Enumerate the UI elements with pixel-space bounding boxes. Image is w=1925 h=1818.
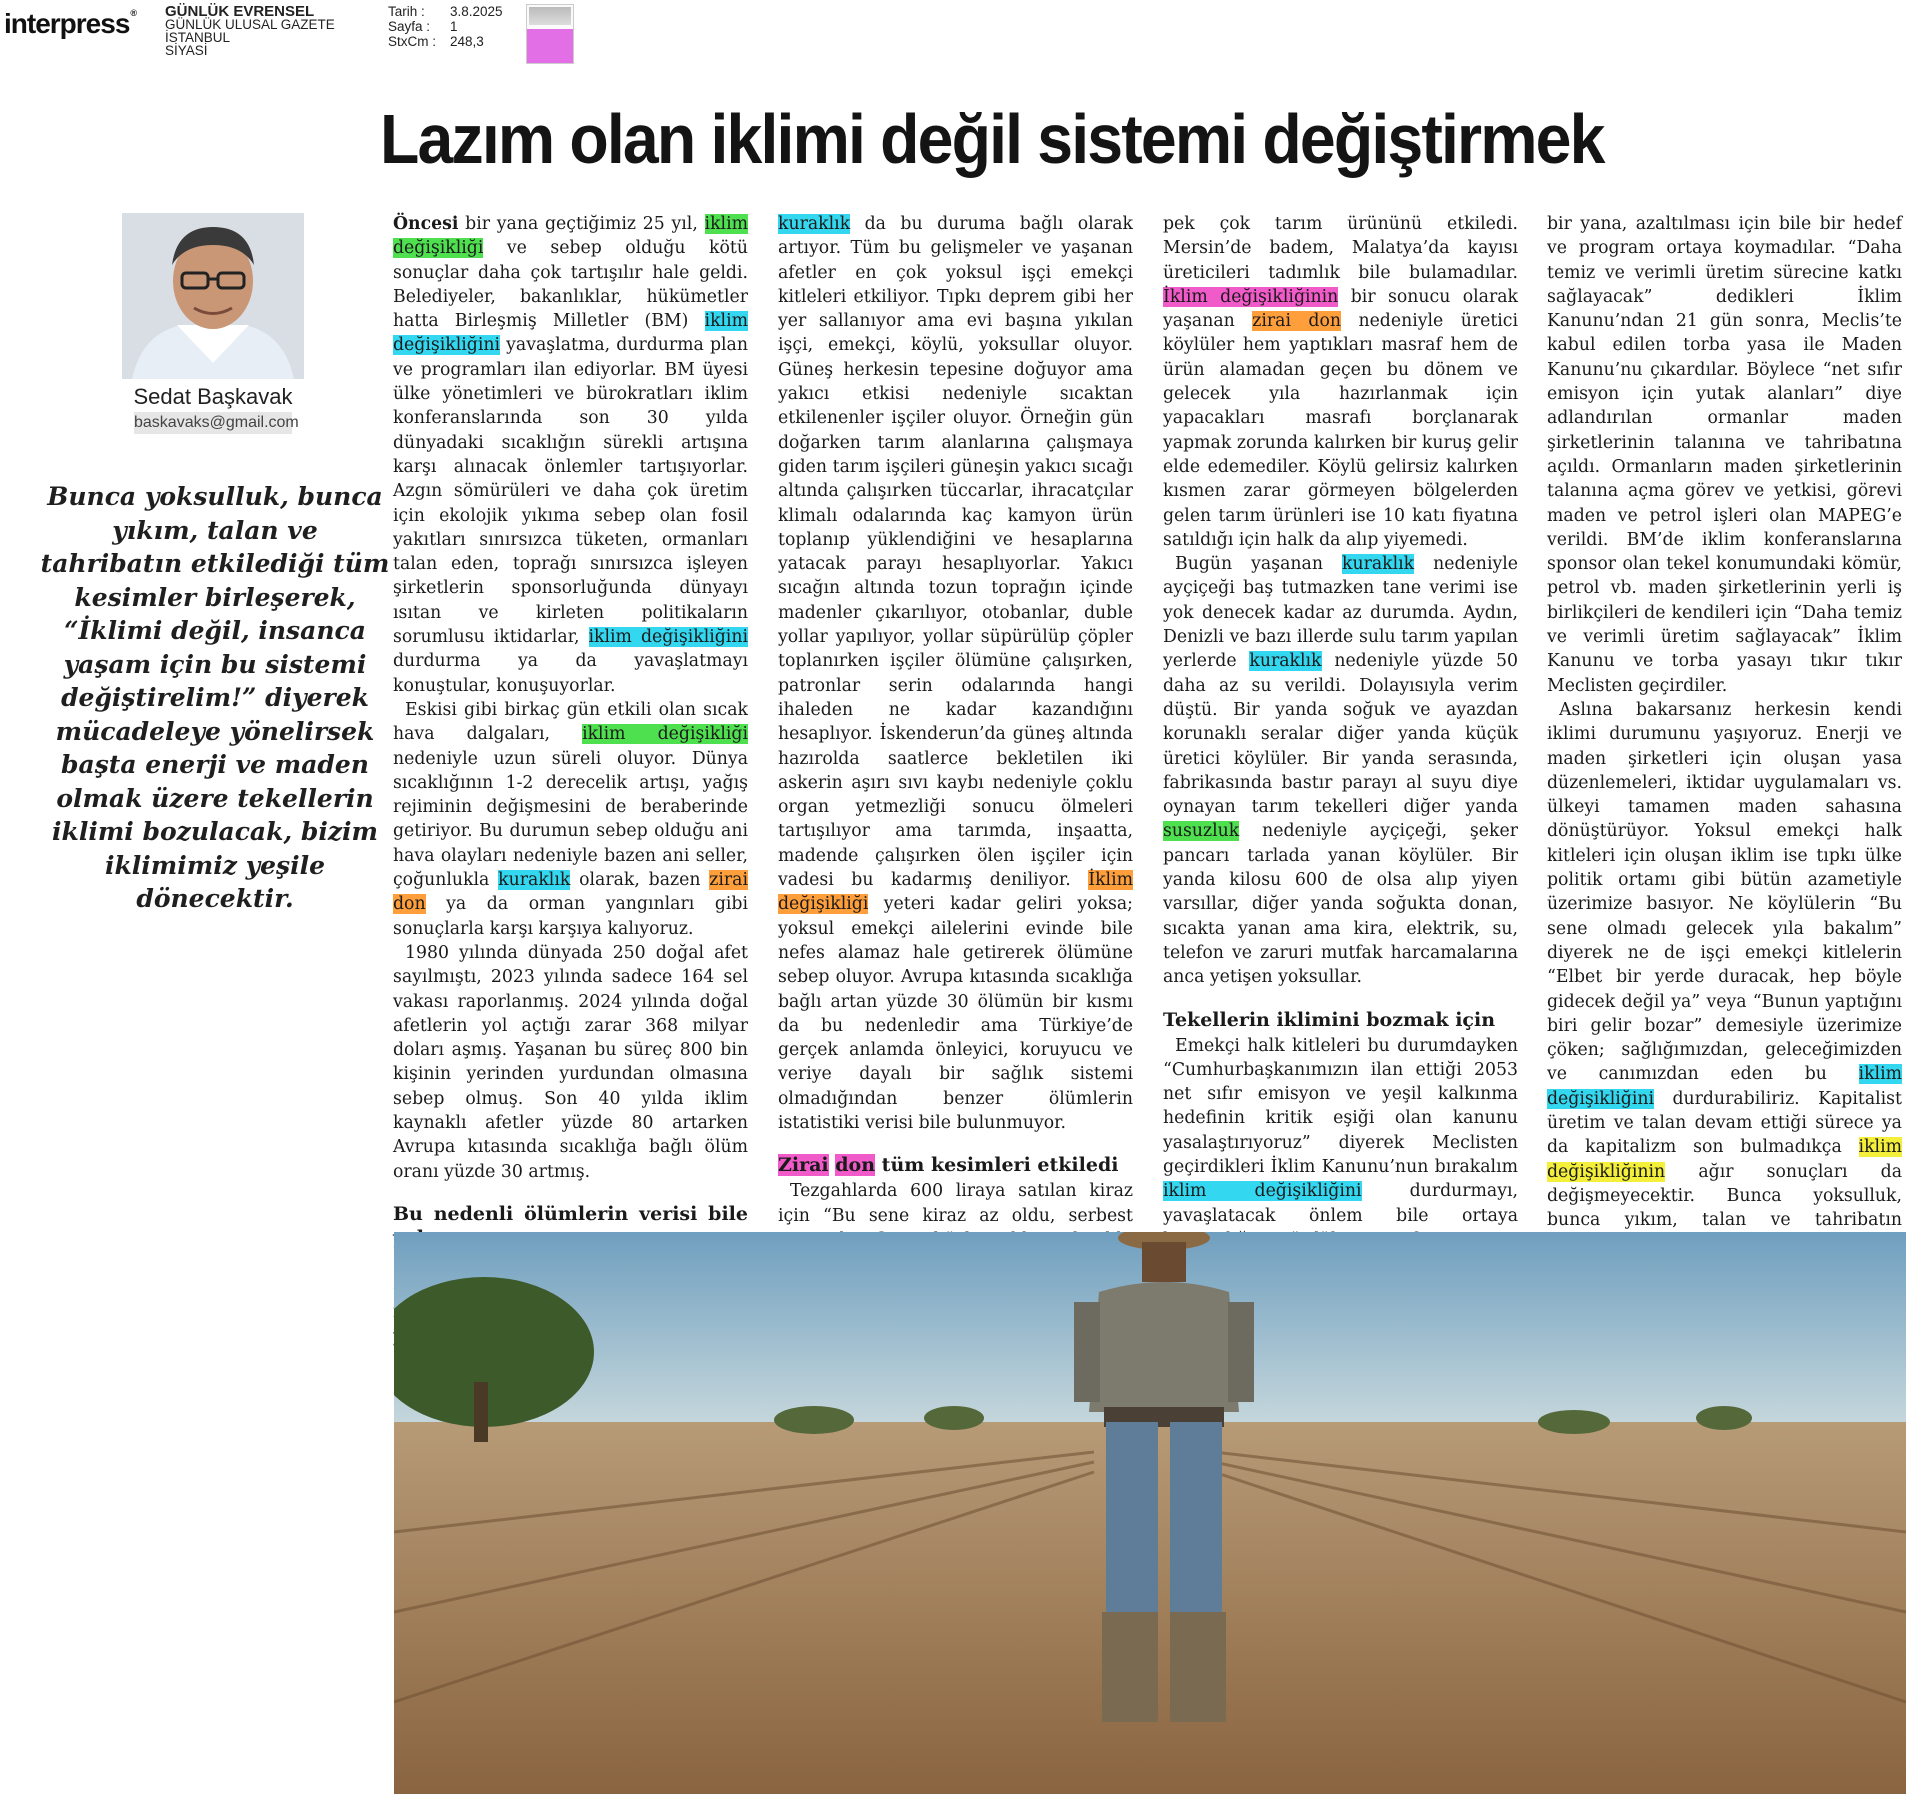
subheading: Tekellerin iklimini bozmak için	[1163, 1008, 1496, 1031]
article-column-1	[393, 212, 748, 1349]
text-run: durdurma ya da yavaşlatmayı konuştular, konuşuyorlar.	[393, 651, 748, 696]
paragraph	[1163, 212, 1518, 552]
text-run: nedeniyle uzun süreli oluyor. Dünya sıcaklığının 1-2 derecelik artışı, yağış rejiminin değişmesini de beraberinde getiriyor. Bu durumun sebep olduğu ani hava olayları nedeniyle bazen ani seller, çoğunlukla	[393, 748, 748, 891]
text-run: bir sonucu olarak yaşanan	[1163, 286, 1518, 332]
text-run: durdurmayı, yavaşlatacak önlem bile ortaya	[1163, 1181, 1519, 1226]
author-name: Sedat Başkavak	[133, 384, 293, 409]
text-run: 1980 yılında dünyada 250 doğal afet sayılmıştı, 2023 yılında sadece 164 sel vakası raporlanmış. 2024 yılında doğal afetlerin yol açtığı zarar 368 milyar doları aşmış. Yaşanan bu süreç 800 bin kişinin yerinden yurdundan olmasına sebep olmuş. Son 40 yılda iklim kaynaklı afetler yüzde 80 artarken Avrupa kıtasında sıcaklığa bağlı ölüm oranı yüzde 30 artmış.	[393, 942, 748, 1182]
subheading: Zirai don tüm kesimleri etkiledi	[778, 1154, 1119, 1177]
text-run: Eskisi gibi birkaç gün etkili olan sıcak hava dalgaları,	[393, 699, 748, 745]
interpress-logo: interpress®	[4, 8, 137, 39]
text-run: Bugün yaşanan	[1175, 554, 1342, 575]
text-run: Emekçi halk kitleleri bu durumdayken “Cumhurbaşkanımızın ilan ettiği 2053 net sıfır emisyon ve yeşil kalkınma hedefinin kritik eşiği olan kanunu yasalaştırıyoruz” diyerek Meclisten geçirdikleri İklim Kanunu’nun bırakalım	[1163, 1035, 1518, 1177]
text-run: Öncesi	[393, 214, 459, 234]
text-run: yavaşlatma, durdurma plan ve programları ilan ediyorlar. BM üyesi ülke yönetimleri ve bürokratları iklim konferanslarında son 30 yılda dünyadaki sıcaklığın sürekli artışına karşı alınacak önlemler tartışıyorlar. Azgın sömürüleri ve daha çok üretim için ekolojik yıkıma sebep olan fosil yakıtları sınırsızca tüketen, ormanları talan eden, toprağı sınırsızca işleyen şirketlerin sponsorluğunda dünyayı ısıtan ve kirleten politikaların sorumlusu iktidarlar,	[393, 335, 748, 648]
paragraph	[393, 941, 748, 1184]
highlighted-term: zirai don	[393, 870, 748, 915]
highlighted-term: İklim değişikliği	[778, 870, 1133, 915]
text-run: nedeniyle yüzde 50 daha az su verildi. Dolayısıyla verim düştü. Bir yanda soğuk ve ayazdan korunaklı seralar diğer yanda küçük üretici köylüler. Bir yanda serasında, fabrikasında bastır parayı al suyu diye oynayan tarım tekelleri diğer yanda	[1163, 651, 1518, 818]
text-run: nedeniyle ayçiçeği, şeker pancarı tarlada yanan köylüler. Bir yanda kilosu 600 de olsa alıp yiyen varsıllar, diğer yanda soğukta donan, sıcakta yanan ama kira, elektrik, su, telefon ve zaruri mutfak harcamalarına anca yetişen yoksullar.	[1163, 821, 1518, 988]
article-column-2	[778, 212, 1133, 1349]
text-run: da bu duruma bağlı olarak artıyor. Tüm bu gelişmeler ve yaşanan afetler en çok yoksul işçi emekçi kitleleri etkiliyor. Tıpkı deprem gibi her yer sallanıyor ama evi başına yıkılan işçi, emekçi, köylü, yoksullar oluyor. Güneş herkesin tepesine doğuyor ama yakıcı etkisi nedeniyle sıcaktan etkilenenler işçiler oluyor. Örneğin gün doğarken tarım alanlarına çalışmaya giden tarım işçileri güneşin yakıcı sıcağı altında çalışırken tüccarlar, ihracatçılar klimalı odalarında kaç kamyon ürün toplanıp yüklendiğini ve hesaplarına yatacak parayı hesaplıyorlar. Yakıcı sıcağın altında tozun toprağın içinde madenler çıkarılıyor, otobanlar, duble yollar yapılıyor, yollar süpürülüp çöpler toplanırken işçiler ölümüne çalışırken, patronlar serin odalarında hangi ihaleden ne kadar kazandığını hesaplıyor. İskenderun’da güneş altında hazırolda saatlerce bekletilen iki askerin aşırı sıvı kaybı nedeniyle çoklu organ yetmezliği sonucu ölmeleri tartışılıyor ama tarımda, inşaatta, madende çalışırken ölen işçiler için vadesi bu kadarmış deniliyor.	[778, 214, 1133, 891]
text-run: nedeniyle ayçiçeği baş tutmazken tane verimi ise yok denecek kadar az durumda. Aydın, Denizli ve bazı illerde sulu tarım yapılan yerlerde	[1163, 554, 1518, 672]
clipping-meta	[388, 4, 503, 49]
publication-category: SİYASİ	[165, 43, 208, 58]
article-column-3	[1163, 212, 1518, 1325]
highlighted-term: iklim değişikliği	[393, 214, 748, 259]
highlighted-term: zirai don	[1252, 311, 1342, 332]
meta-page: Sayfa : 1	[388, 19, 458, 34]
highlighted-term: iklim değişikliği	[582, 724, 748, 745]
highlighted-term: kuraklık	[498, 870, 571, 891]
page-thumbnail[interactable]	[526, 4, 574, 64]
farmer-field-photo	[394, 1232, 1906, 1794]
paragraph	[1163, 552, 1518, 989]
highlighted-term: iklim değişikliğini	[1547, 1064, 1902, 1109]
publication-city: İSTANBUL	[165, 30, 231, 45]
headline: Lazım olan iklimi değil sistemi değiştirmek	[380, 100, 1604, 178]
paragraph	[393, 698, 748, 941]
author-photo	[122, 213, 304, 379]
highlighted-term: iklim değişikliğini	[1163, 1181, 1362, 1202]
text-run: ağır sonuçları da değişmeyecektir. Bunca yoksulluk, bunca yıkım, talan ve tahribatın	[1547, 1161, 1902, 1231]
meta-date: Tarih : 3.8.2025	[388, 4, 503, 19]
highlighted-term: iklim değişikliğini	[588, 627, 748, 648]
highlighted-term: kuraklık	[778, 214, 851, 234]
text-run: bir yana geçtiğimiz 25 yıl,	[458, 214, 705, 234]
text-run: yeteri kadar geliri yoksa; yoksul emekçi ailelerini evinde bile nefes alamaz hale getirerek ölümüne sebep oluyor. Avrupa kıtasında sıcaklığa bağlı artan yüzde 30 ölümün bir kısmı da bu nedenledir ama Türkiye’de gerçek anlamda önleyici, koruyucu ve veriye dayalı bir sağlık sistemi olmadığından benzer ölümlerin istatistiki verisi bile bulunmuyor.	[778, 894, 1133, 1133]
article-column-4	[1547, 212, 1902, 1403]
text-run: Aslına bakarsanız herkesin kendi iklimi durumunu yaşıyoruz. Enerji ve maden şirketleri için oluşan yasa düzenlemeleri, iktidar uygulamaları vs. ülkeyi tamamen maden sahasına dönüştürüyor. Yoksul emekçi halk kitleleri için oluşan iklim ise tıpkı ülke politik ortamı gibi bütün azametiyle üzerimize basıyor. Ne köylülerin “Bu sene olmadı gelecek yıla bakalım” diyerek ne de işçi emekçi kitlelerin “Elbet bir yerde duracak, hep böyle gidecek değil ya” veya “Bunun yaptığını biri gelir bozar” demesiyle üzerimize çöken; sağlığımızdan, geleceğimizden ve canımızdan eden bu	[1547, 699, 1902, 1085]
meta-stxcm: StxCm : 248,3	[388, 34, 484, 49]
pull-quote: Bunca yoksulluk, bunca yıkım, talan ve tahribatın etkilediği tüm kesimler birleşerek, “İklimi değil, insanca yaşam için bu sistemi değiştirelim!” diyerek mücadeleye yönelirsek başta enerji ve maden olmak üzere tekellerin iklimi bozulacak, bizim iklimimiz yeşile dönecektir.	[40, 482, 390, 913]
subheading-rest: tüm kesimleri etkiledi	[881, 1154, 1119, 1177]
text-run: Tezgahlarda 600 liraya satılan kiraz için “Bu sene kiraz az oldu, serbest	[778, 1181, 1133, 1226]
highlighted-term: kuraklık	[1341, 554, 1415, 575]
text-run: pek çok tarım ürününü etkiledi. Mersin’de badem, Malatya’da kayısı üreticileri tadımlık bile bulamadılar.	[1163, 214, 1518, 283]
text-run: durdurabiliriz. Kapitalist üretim ve talan devam ettiği sürece ya da kapitalizm son bulmadıkça	[1547, 1088, 1902, 1158]
publication-type: GÜNLÜK ULUSAL GAZETE	[165, 17, 335, 32]
subheading: Bu nedenli ölümlerin verisi bile	[393, 1202, 748, 1225]
paragraph	[393, 212, 748, 698]
text-run: ya da orman yangınları gibi sonuçlarla karşı karşıya kalıyoruz.	[393, 894, 748, 939]
highlighted-term: iklim değişikliğini	[393, 311, 748, 356]
author-email[interactable]: baskavaks@gmail.com	[134, 412, 292, 434]
highlighted-term: İklim değişikliğinin	[1163, 286, 1339, 307]
text-run: nedeniyle üretici köylüler hem yaptıkları masraf hem de ürün alamadan geçen bu dönem ve gelecek yıla hazırlanmak için yapacakları masrafı borçlanarak yapmak zorunda kalırken bir kuruş gelir elde edemediler. Köylü gelirsiz kalırken kısmen zarar görmeyen bölgelerden gelen tarım ürünleri ise 10 katı fiyatına satıldığı için halk da alıp yiyemedi.	[1163, 311, 1519, 550]
highlighted-term: iklim değişikliğinin	[1547, 1137, 1902, 1182]
publication-info	[165, 5, 335, 57]
highlighted-term: kuraklık	[1249, 651, 1322, 672]
paragraph	[778, 212, 1133, 1135]
publication-name: GÜNLÜK EVRENSEL	[165, 3, 315, 20]
text-run: bir yana, azaltılması için bile bir hedef ve program ortaya koymadılar. “Daha temiz ve verimli üretim sürecine katkı sağlayacak” dedikleri İklim Kanunu’ndan 21 gün sonra, Meclis’te kabul edilen torba yasa ile Maden Kanunu’nu çıkardılar. Böylece “net sıfır emisyon için yutak alanları” diye adlandırılan ormanlar maden şirketlerinin talanına ve tahribatına açıldı. Ormanların maden şirketlerinin talanına açma görev ve yetkisi, görevi maden ve petrol işleri olan MAPEG’e verildi. BM’de iklim konferanslarına sponsor olan tekel konumundaki kömür, petrol vb. maden şirketlerinin yerli iş birlikçileri de kendileri için “Daha temiz ve verimli üretim sağlayacak” İklim Kanunu ve torba yasayı tıkır tıkır Meclisten geçirdiler.	[1547, 214, 1902, 696]
highlighted-term: susuzluk	[1163, 821, 1240, 842]
text-run: olarak, bazen	[570, 870, 710, 891]
paragraph	[1547, 212, 1902, 698]
text-run: ve sebep olduğu kötü sonuçlar daha çok tartışılır hale geldi. Belediyeler, bakanlıklar, hükümetler hatta Birleşmiş Milletler (BM)	[393, 238, 748, 332]
